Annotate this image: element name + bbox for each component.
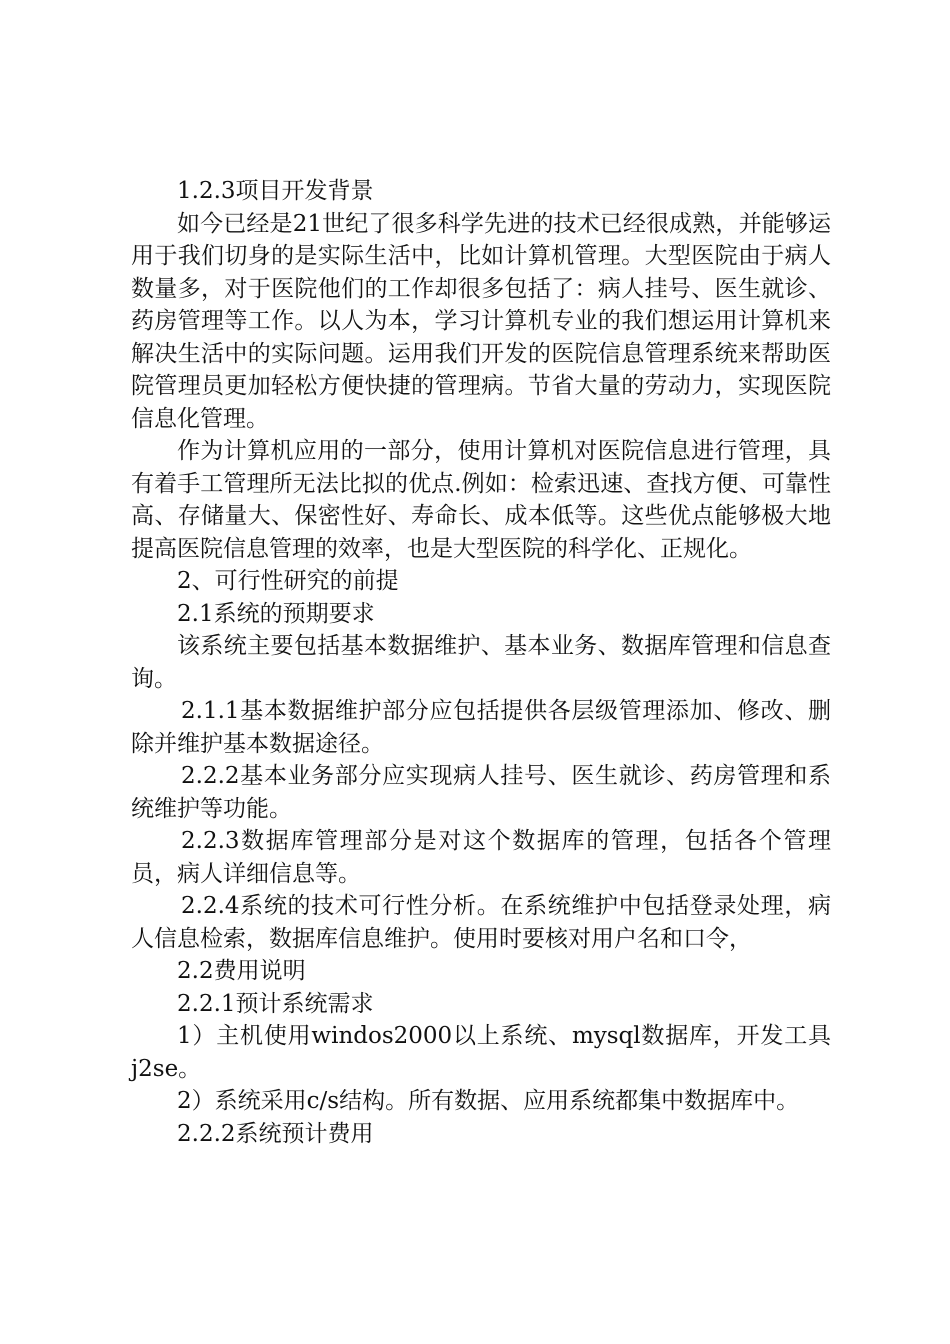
section-heading-2-2: 2.2费用说明 <box>177 958 306 984</box>
section-heading-2: 2、可行性研究的前提 <box>177 568 399 594</box>
paragraph-requirement-1: 1）主机使用windos2000以上系统、mysql数据库，开发工具j2se。 <box>131 1023 831 1082</box>
paragraph-2-1-1: 2.1.1基本数据维护部分应包括提供各层级管理添加、修改、删除并维护基本数据途径。 <box>131 698 831 757</box>
paragraph-requirement-2: 2）系统采用c/s结构。所有数据、应用系统都集中数据库中。 <box>177 1088 800 1114</box>
paragraph-background-1: 如今已经是21世纪了很多科学先进的技术已经很成熟，并能够运用于我们切身的是实际生活中，比如计算机管理。大型医院由于病人数量多，对于医院他们的工作却很多包括了：病人挂号、医生就诊、药房管理等工作。以人为本，学习计算机专业的我们想运用计算机来解决生活中的实际问题。运用我们开发的医院信息管理系统来帮助医院管理员更加轻松方便快捷的管理病。节省大量的劳动力，实现医院信息化管理。 <box>131 210 831 432</box>
section-heading-2-2-2-cost: 2.2.2系统预计费用 <box>177 1120 374 1147</box>
document-page <box>131 175 831 1150</box>
paragraph-background-2: 作为计算机应用的一部分，使用计算机对医院信息进行管理，具有着手工管理所无法比拟的优点.例如：检索迅速、查找方便、可靠性高、存储量大、保密性好、寿命长、成本低等。这些优点能够极大地提高医院信息管理的效率，也是大型医院的科学化、正规化。 <box>131 438 831 562</box>
paragraph-2-2-2-business: 2.2.2基本业务部分应实现病人挂号、医生就诊、药房管理和系统维护等功能。 <box>131 763 831 822</box>
paragraph-2-2-4: 2.2.4系统的技术可行性分析。在系统维护中包括登录处理，病人信息检索，数据库信息维护。使用时要核对用户名和口令， <box>131 893 831 952</box>
paragraph-system-overview: 该系统主要包括基本数据维护、基本业务、数据库管理和信息查询。 <box>131 633 831 692</box>
paragraph-2-2-3: 2.2.3数据库管理部分是对这个数据库的管理，包括各个管理员，病人详细信息等。 <box>131 828 831 887</box>
section-heading-2-1: 2.1系统的预期要求 <box>177 600 375 627</box>
section-heading-1-2-3: 1.2.3项目开发背景 <box>177 178 374 204</box>
section-heading-2-2-1: 2.2.1预计系统需求 <box>177 990 374 1017</box>
